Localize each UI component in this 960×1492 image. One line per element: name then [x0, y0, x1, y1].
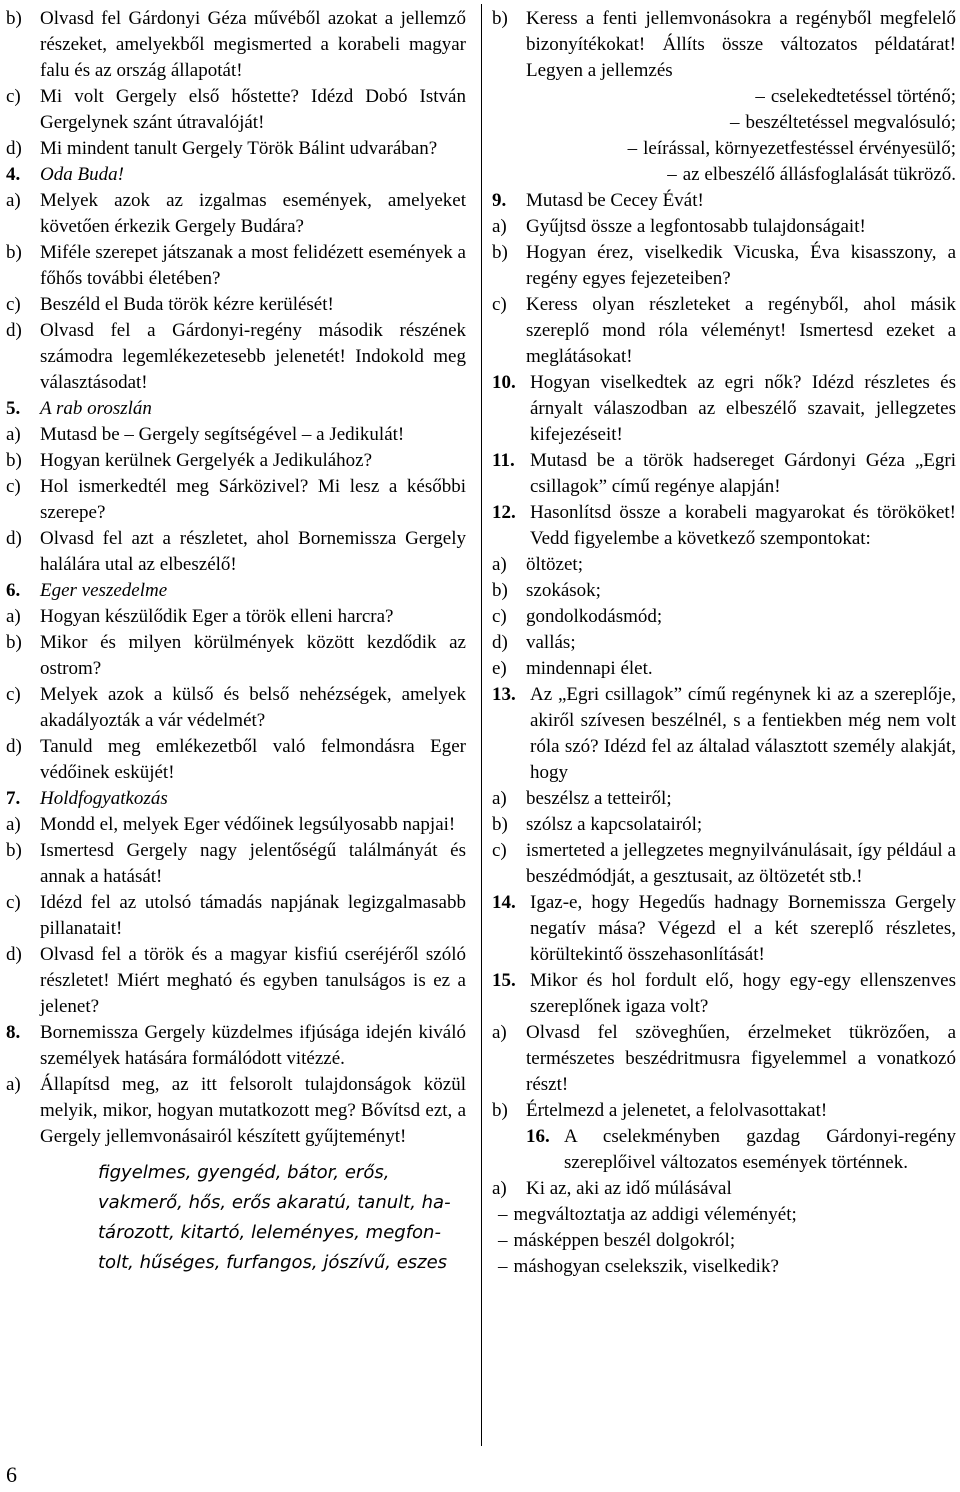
- sub-question: [492, 812, 956, 838]
- question-text: Keress olyan részleteket a regényből, ahol másik szereplő mond róla véleményt! Ismertesd ezeket a meglátásokat!: [526, 294, 956, 367]
- numbered-question: [492, 890, 956, 968]
- numbered-question: [492, 188, 956, 214]
- question-label: d): [492, 632, 508, 653]
- numbered-question: [6, 786, 466, 812]
- left-column: [6, 6, 466, 1278]
- sub-question: [492, 578, 956, 604]
- dash-item-text: másképpen beszél dolgokról;: [513, 1230, 736, 1251]
- sub-question: [492, 292, 956, 370]
- question-text: Az „Egri csillagok” című regénynek ki az a szereplője, akiről szívesen beszélnél, s a fentiekben még nem volt róla szó? Idézd fel az általad választott személy alakját, hogy: [530, 684, 956, 783]
- question-text: Mi volt Gergely első hőstette? Idézd Dobó István Gergelynek szánt útravalóját!: [40, 86, 466, 133]
- dash-list-item: [492, 136, 956, 162]
- question-text: Olvasd fel a Gárdonyi-regény második részének számodra legemlékezetesebb jelenetét! Indokold meg választásodat!: [40, 320, 466, 393]
- question-text: ismerteted a jellegzetes megnyilvánulásait, így például a beszédmódját, a gesztusait, az öltözetét stb.!: [526, 840, 956, 887]
- question-text: Hogyan kerülnek Gergelyék a Jedikulához?: [40, 450, 373, 471]
- sub-question: [492, 1176, 956, 1202]
- sub-question: [492, 630, 956, 656]
- question-label: d): [6, 138, 22, 159]
- question-label: c): [6, 892, 21, 913]
- numbered-question: [6, 162, 466, 188]
- question-label: c): [6, 86, 21, 107]
- question-text: Igaz-e, hogy Hegedűs hadnagy Bornemissza Gergely negatív mása? Végezd el a két szereplő részletes, körültekintő összehasonlítását!: [530, 892, 956, 965]
- dash-marker: –: [498, 1256, 508, 1277]
- dash-marker: –: [498, 1204, 508, 1225]
- question-text: Mutasd be a török hadsereget Gárdonyi Géza „Egri csillagok” című regénye alapján!: [530, 450, 956, 497]
- question-text: beszélsz a tetteiről;: [526, 788, 672, 809]
- question-label: 13.: [492, 684, 516, 705]
- question-text: Bornemissza Gergely küzdelmes ifjúsága idején kiváló személyek hatására formálódott vitézzé.: [40, 1022, 466, 1069]
- question-text: Idézd fel az utolsó támadás napjának legizgalmasabb pillanatait!: [40, 892, 466, 939]
- question-text: Hasonlítsd össze a korabeli magyarokat és törököket! Vedd figyelembe a következő szempontokat:: [530, 502, 956, 549]
- sub-question: [492, 786, 956, 812]
- question-text: Mondd el, melyek Eger védőinek legsúlyosabb napjai!: [40, 814, 456, 835]
- question-text: Olvasd fel azt a részletet, ahol Bornemissza Gergely halálára utal az elbeszélő!: [40, 528, 466, 575]
- sub-question: [6, 604, 466, 630]
- question-label: d): [6, 944, 22, 965]
- question-text: mindennapi élet.: [526, 658, 653, 679]
- question-label: c): [6, 294, 21, 315]
- dash-list-item: [492, 110, 956, 136]
- question-text: Állapítsd meg, az itt felsorolt tulajdonságok közül melyik, mikor, hogyan mutatkozott meg? Bővítsd ezt, a Gergely jellemvonásairól készített gyűjteményt!: [40, 1074, 466, 1147]
- question-label: a): [492, 788, 507, 809]
- question-label: b): [492, 814, 508, 835]
- question-label: b): [6, 450, 22, 471]
- sub-question: [6, 734, 466, 786]
- trait-line: tározott, kitartó, leleményes, megfon-: [98, 1222, 441, 1243]
- dash-marker: –: [627, 138, 638, 159]
- question-text: öltözet;: [526, 554, 583, 575]
- question-text: szólsz a kapcsolatairól;: [526, 814, 703, 835]
- sub-question: [6, 292, 466, 318]
- sub-question: [6, 526, 466, 578]
- question-text: Ismertesd Gergely nagy jelentőségű találmányát és annak a hatását!: [40, 840, 466, 887]
- numbered-question: [492, 682, 956, 786]
- question-text: vallás;: [526, 632, 576, 653]
- question-label: 16.: [526, 1126, 550, 1147]
- question-text: gondolkodásmód;: [526, 606, 663, 627]
- question-text: Mutasd be Cecey Évát!: [526, 190, 704, 211]
- dash-list-item: [492, 1202, 956, 1228]
- question-text: Keress a fenti jellemvonásokra a regényből megfelelő bizonyítékokat! Állíts össze változatos példatárat! Legyen a jellemzés: [526, 8, 956, 81]
- question-label: d): [6, 528, 22, 549]
- dash-list-item: [492, 1228, 956, 1254]
- question-label: 7.: [6, 788, 21, 809]
- question-text: Eger veszedelme: [40, 580, 168, 601]
- question-label: b): [492, 580, 508, 601]
- question-label: 4.: [6, 164, 21, 185]
- sub-question: [492, 1020, 956, 1098]
- numbered-question: [6, 578, 466, 604]
- sub-question: [6, 474, 466, 526]
- question-text: Holdfogyatkozás: [40, 788, 168, 809]
- question-text: Olvasd fel szöveghűen, érzelmeket tükrözően, a természetes beszédritmusra figyelemmel a vonatkozó részt!: [526, 1022, 956, 1095]
- dash-marker: –: [729, 112, 740, 133]
- question-text: A cselekményben gazdag Gárdonyi-regény szereplőivel változatos események történnek.: [564, 1126, 956, 1173]
- dash-marker: –: [667, 164, 677, 185]
- question-label: a): [6, 606, 21, 627]
- trait-line: vakmerő, hős, erős akaratú, tanult, ha-: [98, 1192, 451, 1213]
- trait-list: [98, 1158, 458, 1278]
- question-text: Beszéld el Buda török kézre kerülését!: [40, 294, 334, 315]
- sub-question: [6, 812, 466, 838]
- column-divider: [481, 4, 482, 1446]
- question-label: 11.: [492, 450, 515, 471]
- question-label: a): [492, 1178, 507, 1199]
- dash-marker: –: [755, 86, 765, 107]
- question-text: Hogyan érez, viselkedik Vicuska, Éva kisasszony, a regény egyes fejezeteiben?: [526, 242, 956, 289]
- question-text: A rab oroszlán: [40, 398, 152, 419]
- question-label: b): [6, 840, 22, 861]
- numbered-question: [492, 448, 956, 500]
- question-text: Hogyan viselkedtek az egri nők? Idézd részletes és árnyalt válaszodban az elbeszélő szavait, jellegzetes kifejezéseit!: [530, 372, 956, 445]
- right-column: [492, 6, 956, 1280]
- question-text: Mikor és milyen körülmények között kezdődik az ostrom?: [40, 632, 466, 679]
- sub-question: [6, 422, 466, 448]
- question-text: Hogyan készülődik Eger a török elleni harcra?: [40, 606, 394, 627]
- question-label: 9.: [492, 190, 507, 211]
- sub-question: [492, 214, 956, 240]
- question-text: Oda Buda!: [40, 164, 124, 185]
- question-label: a): [6, 1074, 21, 1095]
- question-text: Értelmezd a jelenetet, a felolvasottakat!: [526, 1100, 828, 1121]
- question-label: a): [492, 216, 507, 237]
- question-label: c): [492, 294, 507, 315]
- dash-marker: –: [498, 1230, 508, 1251]
- numbered-question: [492, 1124, 956, 1176]
- sub-question: [6, 448, 466, 474]
- page-number: 6: [6, 1462, 17, 1487]
- dash-list-item: [492, 84, 956, 110]
- dash-item-text: máshogyan cselekszik, viselkedik?: [513, 1256, 779, 1277]
- sub-question: [492, 240, 956, 292]
- question-label: b): [6, 632, 22, 653]
- sub-question: [492, 656, 956, 682]
- question-label: 5.: [6, 398, 21, 419]
- question-label: b): [6, 8, 22, 29]
- question-label: b): [492, 242, 508, 263]
- sub-question: [6, 136, 466, 162]
- sub-question: [6, 682, 466, 734]
- question-label: a): [492, 554, 507, 575]
- dash-item-text: az elbeszélő állásfoglalását tükröző.: [682, 164, 956, 185]
- question-label: 8.: [6, 1022, 21, 1043]
- question-label: 6.: [6, 580, 21, 601]
- sub-question: [6, 890, 466, 942]
- sub-question: [492, 552, 956, 578]
- numbered-question: [492, 370, 956, 448]
- question-label: 10.: [492, 372, 516, 393]
- question-label: b): [6, 242, 22, 263]
- trait-line: tolt, hűséges, furfangos, jószívű, eszes: [98, 1252, 448, 1273]
- question-text: Mi mindent tanult Gergely Török Bálint udvarában?: [40, 138, 438, 159]
- question-label: b): [492, 8, 508, 29]
- question-label: d): [6, 320, 22, 341]
- dash-item-text: leírással, környezetfestéssel érvényesülő;: [643, 138, 956, 159]
- numbered-question: [492, 968, 956, 1020]
- question-text: Tanuld meg emlékezetből való felmondásra Eger védőinek esküjét!: [40, 736, 466, 783]
- question-label: a): [6, 424, 21, 445]
- sub-question: [6, 6, 466, 84]
- dash-item-text: megváltoztatja az addigi véleményét;: [513, 1204, 797, 1225]
- question-text: Ki az, aki az idő múlásával: [526, 1178, 732, 1199]
- question-label: c): [492, 606, 507, 627]
- question-text: Olvasd fel a török és a magyar kisfiú cseréjéről szóló részletet! Miért megható és egyben tanulságos is ez a jelenet?: [40, 944, 466, 1017]
- question-label: c): [6, 476, 21, 497]
- question-label: e): [492, 658, 507, 679]
- sub-question: [6, 188, 466, 240]
- question-label: c): [492, 840, 507, 861]
- question-text: Gyűjtsd össze a legfontosabb tulajdonságait!: [526, 216, 866, 237]
- sub-question: [492, 1098, 956, 1124]
- dash-item-text: cselekedtetéssel történő;: [770, 86, 956, 107]
- question-text: Hol ismerkedtél meg Sárközivel? Mi lesz a későbbi szerepe?: [40, 476, 466, 523]
- dash-item-text: beszéltetéssel megvalósuló;: [745, 112, 956, 133]
- sub-question: [6, 84, 466, 136]
- question-text: Melyek azok a külső és belső nehézségek, amelyek akadályozták a vár védelmét?: [40, 684, 466, 731]
- question-label: c): [6, 684, 21, 705]
- sub-question: [6, 240, 466, 292]
- dash-list-item: [492, 162, 956, 188]
- question-label: 14.: [492, 892, 516, 913]
- sub-question: [492, 838, 956, 890]
- numbered-question: [6, 1020, 466, 1072]
- sub-question: [492, 604, 956, 630]
- question-label: a): [492, 1022, 507, 1043]
- trait-line: figyelmes, gyengéd, bátor, erős,: [98, 1162, 390, 1183]
- question-label: 15.: [492, 970, 516, 991]
- sub-question: [6, 630, 466, 682]
- question-text: Mutasd be – Gergely segítségével – a Jedikulát!: [40, 424, 405, 445]
- question-text: Olvasd fel Gárdonyi Géza művéből azokat a jellemző részeket, amelyekből megismerted a korabeli magyar falu és az ország állapotát!: [40, 8, 466, 81]
- question-text: Melyek azok az izgalmas események, amelyeket követően érkezik Gergely Budára?: [40, 190, 466, 237]
- sub-question: [492, 6, 956, 84]
- sub-question: [6, 1072, 466, 1150]
- sub-question: [6, 838, 466, 890]
- question-label: d): [6, 736, 22, 757]
- question-text: Mikor és hol fordult elő, hogy egy-egy ellenszenves szereplőnek igaza volt?: [530, 970, 956, 1017]
- question-label: b): [492, 1100, 508, 1121]
- numbered-question: [6, 396, 466, 422]
- question-label: a): [6, 190, 21, 211]
- question-label: a): [6, 814, 21, 835]
- sub-question: [6, 318, 466, 396]
- dash-list-item: [492, 1254, 956, 1280]
- question-text: szokások;: [526, 580, 601, 601]
- question-text: Miféle szerepet játszanak a most felidézett események a főhős további életében?: [40, 242, 466, 289]
- question-label: 12.: [492, 502, 516, 523]
- numbered-question: [492, 500, 956, 552]
- sub-question: [6, 942, 466, 1020]
